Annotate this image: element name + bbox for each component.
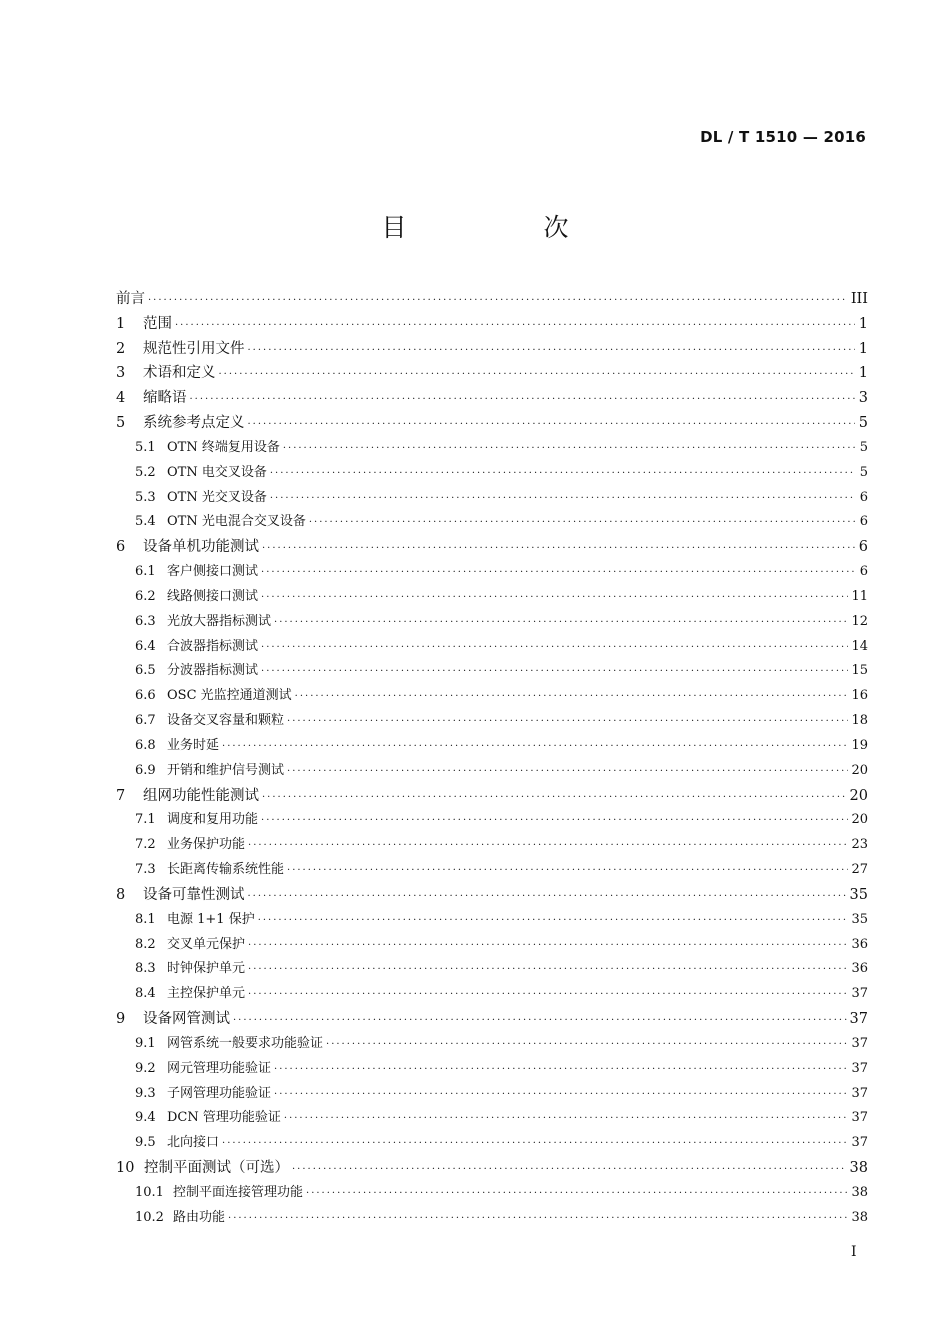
dot-leader	[248, 940, 848, 951]
dot-leader	[262, 543, 855, 554]
toc-entry-number: 2	[116, 340, 126, 357]
toc-entry[interactable]	[116, 510, 868, 535]
dot-leader	[248, 891, 847, 902]
toc-entry[interactable]	[116, 1206, 868, 1231]
toc-entry[interactable]	[116, 734, 868, 759]
toc-entry-label: 规范性引用文件	[143, 340, 245, 357]
dot-leader	[326, 1039, 848, 1050]
dot-leader	[258, 915, 849, 926]
toc-entry-page: 16	[851, 688, 868, 704]
dot-leader	[261, 567, 855, 578]
toc-entry[interactable]	[116, 1007, 868, 1032]
toc-entry[interactable]	[116, 337, 868, 362]
dot-leader	[248, 989, 848, 1000]
toc-entry[interactable]	[116, 933, 868, 958]
toc-entry-number: 10	[116, 1159, 135, 1176]
toc-entry[interactable]	[116, 808, 868, 833]
toc-entry-number: 8	[116, 886, 126, 903]
toc-entry-number: 1	[116, 315, 126, 332]
toc-entry[interactable]	[116, 784, 868, 809]
toc-entry[interactable]	[116, 659, 868, 684]
toc-entry[interactable]	[116, 461, 868, 486]
toc-entry-page: 20	[851, 762, 868, 778]
toc-entry[interactable]	[116, 486, 868, 511]
dot-leader	[228, 1213, 848, 1224]
toc-entry-label: 光放大器指标测试	[167, 613, 272, 629]
toc-entry-label: DCN 管理功能验证	[167, 1110, 281, 1126]
toc-entry[interactable]	[116, 684, 868, 709]
toc-entry[interactable]	[116, 361, 868, 386]
toc-entry-label: 电源 1+1 保护	[167, 911, 255, 927]
toc-entry[interactable]	[116, 908, 868, 933]
toc-entry-label: 网元管理功能验证	[167, 1060, 272, 1076]
toc-entry-number: 3	[116, 365, 126, 382]
toc-entry-number: 10.2	[135, 1209, 164, 1225]
toc-entry[interactable]	[116, 982, 868, 1007]
dot-leader	[248, 419, 856, 430]
dot-leader	[306, 1188, 848, 1199]
toc-entry-number: 8.2	[135, 936, 156, 952]
toc-entry-label: 子网管理功能验证	[167, 1085, 272, 1101]
dot-leader	[248, 840, 848, 851]
toc-entry-label: 客户侧接口测试	[167, 564, 259, 580]
toc-entry-label: 范围	[143, 315, 172, 332]
toc-entry-number: 6.9	[135, 762, 156, 778]
toc-entry[interactable]	[116, 287, 868, 312]
toc-entry-number: 6.3	[135, 613, 156, 629]
toc-entry-page: 36	[851, 936, 868, 952]
toc-entry-page: 38	[851, 1184, 868, 1200]
dot-leader	[222, 1138, 848, 1149]
toc-entry-number: 6.4	[135, 638, 156, 654]
toc-entry-number: 6.5	[135, 663, 156, 679]
toc-entry[interactable]	[116, 709, 868, 734]
dot-leader	[274, 617, 848, 628]
toc-entry-number: 6.7	[135, 713, 156, 729]
toc-entry-label: 分波器指标测试	[167, 663, 259, 679]
toc-entry-label: OTN 光电混合交叉设备	[167, 514, 306, 530]
toc-entry[interactable]	[116, 759, 868, 784]
toc-entry-label: 开销和维护信号测试	[167, 762, 285, 778]
toc-entry-page: 1	[858, 315, 868, 332]
dot-leader	[292, 1164, 847, 1175]
dot-leader	[248, 964, 848, 975]
dot-leader	[190, 394, 856, 405]
toc-entry[interactable]	[116, 1057, 868, 1082]
toc-entry[interactable]	[116, 1156, 868, 1181]
dot-leader	[270, 493, 855, 504]
dot-leader	[261, 642, 848, 653]
toc-entry[interactable]	[116, 833, 868, 858]
toc-entry-page: 12	[851, 613, 868, 629]
toc-entry-label: OTN 光交叉设备	[167, 489, 267, 505]
dot-leader	[175, 320, 855, 331]
toc-entry-page: 6	[859, 564, 868, 580]
toc-entry-number: 9	[116, 1011, 126, 1028]
toc-entry-page: 37	[851, 986, 868, 1002]
toc-entry-label: 主控保护单元	[167, 986, 246, 1002]
toc-entry-page: 35	[851, 911, 868, 927]
dot-leader	[261, 592, 848, 603]
table-of-contents	[116, 287, 868, 1230]
toc-entry[interactable]	[116, 858, 868, 883]
toc-entry-number: 7.3	[135, 862, 156, 878]
toc-entry[interactable]	[116, 1106, 868, 1131]
toc-entry-page: 6	[859, 489, 868, 505]
toc-entry-page: 20	[851, 812, 868, 828]
toc-entry-label: 时钟保护单元	[167, 961, 246, 977]
dot-leader	[309, 517, 855, 528]
toc-entry-number: 8.3	[135, 961, 156, 977]
toc-entry[interactable]	[116, 1181, 868, 1206]
toc-entry[interactable]	[116, 1082, 868, 1107]
toc-entry-number: 5.4	[135, 514, 156, 530]
toc-entry[interactable]	[116, 1032, 868, 1057]
toc-entry-label: 控制平面测试（可选）	[144, 1159, 289, 1176]
toc-entry-label: 缩略语	[143, 390, 187, 407]
toc-entry-number: 7	[116, 787, 126, 804]
toc-entry-number: 9.1	[135, 1035, 156, 1051]
toc-entry-number: 8.4	[135, 986, 156, 1002]
toc-entry-number: 9.3	[135, 1085, 156, 1101]
toc-entry-page: 37	[851, 1035, 868, 1051]
toc-entry-number: 9.2	[135, 1060, 156, 1076]
dot-leader	[287, 716, 848, 727]
toc-entry-label: 长距离传输系统性能	[167, 862, 285, 878]
toc-entry-page: 38	[849, 1159, 868, 1176]
toc-entry-page: 6	[858, 539, 868, 556]
toc-entry-number: 7.2	[135, 837, 156, 853]
toc-entry-number: 4	[116, 390, 126, 407]
toc-entry[interactable]	[116, 436, 868, 461]
toc-entry-label: OSC 光监控通道测试	[167, 688, 292, 704]
toc-entry[interactable]	[116, 1131, 868, 1156]
toc-entry-label: 设备单机功能测试	[143, 539, 259, 556]
toc-entry-label: 业务保护功能	[167, 837, 246, 853]
toc-entry-page: 15	[851, 663, 868, 679]
toc-entry-label: 调度和复用功能	[167, 812, 259, 828]
toc-entry[interactable]	[116, 610, 868, 635]
toc-entry-label: 术语和定义	[143, 365, 216, 382]
toc-entry-page: 14	[851, 638, 868, 654]
toc-entry-label: 系统参考点定义	[143, 415, 245, 432]
toc-entry-label: 设备交叉容量和颗粒	[167, 713, 285, 729]
toc-entry-label: 业务时延	[167, 737, 220, 753]
dot-leader	[222, 741, 848, 752]
dot-leader	[233, 1015, 847, 1026]
toc-entry-number: 6.8	[135, 737, 156, 753]
toc-entry-label: 交叉单元保护	[167, 936, 246, 952]
toc-entry-label: 网管系统一般要求功能验证	[167, 1035, 324, 1051]
toc-entry-number: 7.1	[135, 812, 156, 828]
footer-page-number: I	[851, 1244, 857, 1260]
standard-code: DL / T 1510 — 2016	[700, 128, 866, 146]
toc-entry-label: 设备网管测试	[143, 1011, 230, 1028]
toc-entry[interactable]	[116, 386, 868, 411]
toc-entry-number: 8.1	[135, 911, 156, 927]
toc-entry-number: 9.5	[135, 1135, 156, 1151]
toc-entry-label: 前言	[116, 291, 145, 307]
toc-entry-page: 5	[859, 464, 868, 480]
toc-entry-label: 路由功能	[173, 1209, 226, 1225]
dot-leader	[287, 766, 848, 777]
toc-entry-number: 5.2	[135, 464, 156, 480]
toc-entry[interactable]	[116, 635, 868, 660]
dot-leader	[262, 792, 847, 803]
toc-entry-page: 35	[849, 886, 868, 903]
dot-leader	[287, 865, 848, 876]
toc-entry-page: 11	[851, 588, 868, 604]
toc-entry-page: III	[850, 291, 868, 307]
toc-entry-label: 北向接口	[167, 1135, 220, 1151]
toc-entry-page: 1	[858, 365, 868, 382]
toc-entry-page: 19	[851, 737, 868, 753]
toc-entry-page: 37	[851, 1060, 868, 1076]
toc-entry-page: 18	[851, 713, 868, 729]
toc-entry-label: 控制平面连接管理功能	[173, 1184, 304, 1200]
toc-entry-page: 37	[851, 1110, 868, 1126]
toc-entry-page: 36	[851, 961, 868, 977]
toc-entry-number: 6.6	[135, 688, 156, 704]
toc-entry-page: 37	[851, 1085, 868, 1101]
toc-entry-page: 23	[851, 837, 868, 853]
dot-leader	[219, 369, 856, 380]
toc-entry-number: 6.2	[135, 588, 156, 604]
toc-entry-page: 6	[859, 514, 868, 530]
toc-entry-label: 合波器指标测试	[167, 638, 259, 654]
toc-entry-page: 37	[851, 1135, 868, 1151]
dot-leader	[270, 468, 855, 479]
toc-entry-label: 组网功能性能测试	[143, 787, 259, 804]
dot-leader	[261, 815, 848, 826]
dot-leader	[248, 345, 856, 356]
dot-leader	[274, 1064, 848, 1075]
dot-leader	[148, 295, 848, 306]
toc-entry-label: 设备可靠性测试	[143, 886, 245, 903]
toc-entry-number: 5	[116, 415, 126, 432]
toc-entry-number: 5.3	[135, 489, 156, 505]
toc-entry-page: 37	[849, 1011, 868, 1028]
toc-entry-page: 5	[858, 415, 868, 432]
toc-entry-page: 1	[858, 340, 868, 357]
toc-entry-page: 38	[851, 1209, 868, 1225]
dot-leader	[283, 443, 855, 454]
toc-entry-page: 3	[858, 390, 868, 407]
dot-leader	[261, 666, 848, 677]
dot-leader	[284, 1113, 849, 1124]
toc-entry-number: 9.4	[135, 1110, 156, 1126]
toc-entry-number: 5.1	[135, 439, 156, 455]
toc-entry[interactable]	[116, 535, 868, 560]
toc-entry-number: 6.1	[135, 564, 156, 580]
toc-entry-page: 5	[859, 439, 868, 455]
toc-entry-label: 线路侧接口测试	[167, 588, 259, 604]
toc-entry[interactable]	[116, 312, 868, 337]
dot-leader	[274, 1089, 848, 1100]
page-title: 目 次	[381, 213, 625, 242]
toc-entry-number: 6	[116, 539, 126, 556]
toc-entry-page: 20	[849, 787, 868, 804]
toc-entry[interactable]	[116, 560, 868, 585]
toc-entry-page: 27	[851, 862, 868, 878]
toc-entry-label: OTN 电交叉设备	[167, 464, 267, 480]
dot-leader	[295, 691, 849, 702]
toc-entry[interactable]	[116, 957, 868, 982]
toc-entry[interactable]	[116, 883, 868, 908]
toc-entry[interactable]	[116, 585, 868, 610]
toc-entry-label: OTN 终端复用设备	[167, 439, 280, 455]
toc-entry-number: 10.1	[135, 1184, 164, 1200]
toc-entry[interactable]	[116, 411, 868, 436]
